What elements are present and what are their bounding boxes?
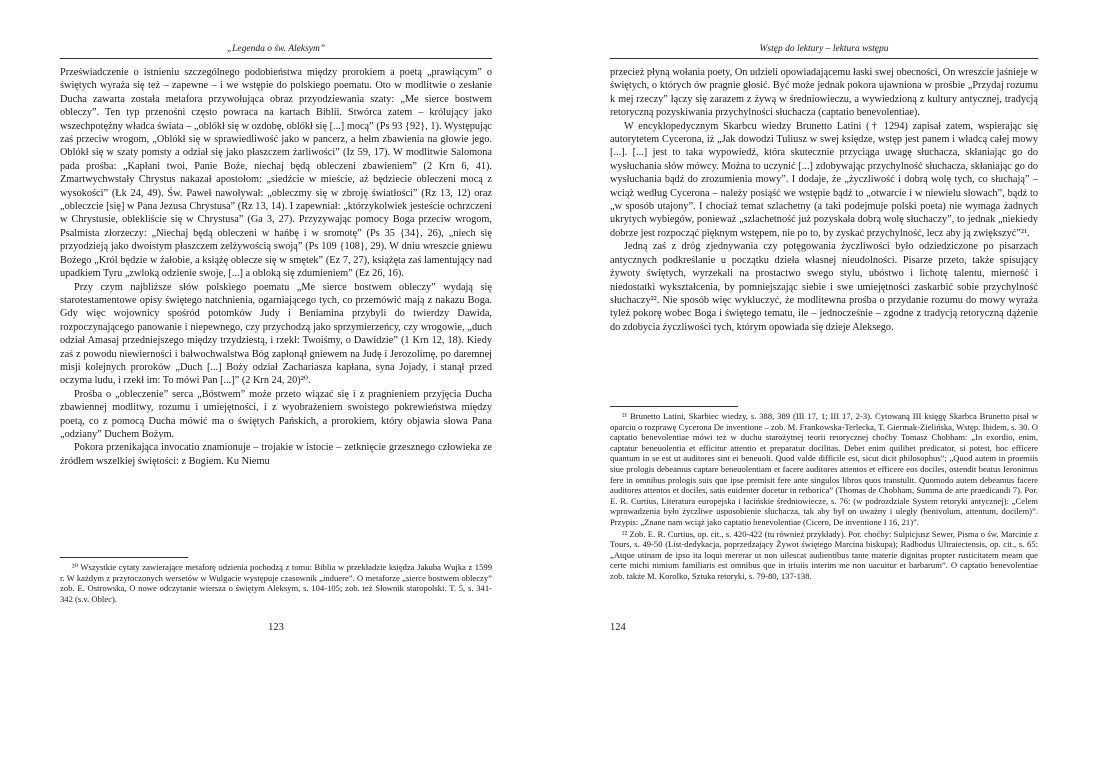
footnote: ²¹ Brunetto Latini, Skarbiec wiedzy, s. 388, 389 (III 17, 1; III 17, 2-3). Cytowaną III księgę Skarbca Brunetto pisał w oparciu o rozprawę Cycerona De inventione – zob. M. Frankowska-Terlecka, T. Giermak-Zielińska, Wstęp. Ibidem, s. 30. O captatio benevolentiae mówi też w duchu starożytnej teorii retorycznej choćby Tomasz Chobham: „In exordio, enim, captatur beneuolentia et efficitur attentio et preparatur docilitas. Debet enim quilibet predicator, si potest, hoc efficere quantum in se est ut auditores sint ei beneuoli. Quod valde difficile est, sicut dicit philosophus”; „Quod autem in proemiis siue prologis debeamus captare beneuolentiam et facere auditores attentos et efficere eos dociles, ostendit beatus Ieronimus fere in omnibus prologis suis que ipse premisit fere ante singulos libros quos transtulit. Quomodo autem debeamus facere auditores attentos et dociles, satis euidenter docetur in rethorica” (Thomas de Chobham, Summa de arte praedicandi 7). Por. E. R. Curtius, Literatura europejska i łacińskie średniowiecze, s. 76: (w podrozdziale System retoryki antycznej): „Celem wprowadzenia było życzliwe usposobienie słuchacza, tak aby był on uważny i uległy (benivolum, attentum, docilem)”. Przypis: „Znane nam wciąż jako captatio benevolentiae (Cicero, De inventione I 16, 21)”.: [610, 411, 1038, 527]
paragraph: W encyklopedycznym Skarbcu wiedzy Brunetto Latini († 1294) zapisał zatem, wspierając się autorytetem Cycerona, iż „Jak dowodzi Tuliusz w swej księdze, wstęp jest panem i władcą całej mowy [...]. [...] jest to taka wypowiedź, która skutecznie przyciąga uwagę słuchacza, skłaniając go do wysłuchania słów mówcy. Można to uczynić [...] zdobywając przychylność słuchacza, skłaniając go do wysłuchania bądź do zrozumienia mowy”. I dodaje, że „życzliwość i dobrą wolę tych, co słuchają” – wciąż według Cycerona – należy posiąść we wstępie bądź to „otwarcie i w niewielu słowach”, bądź to „w sposób utajony”. I chociaż temat szlachetny (a taki podejmuje polski poeta) nie wymaga żadnych ukrytych wybiegów, ponieważ „szlachetność już pozyskała dobrą wolę słuchaczy”, to jednak „niekiedy dobrze jest rozpocząć pięknym wstępem, nie po to, by zyskać przychylność, lecz aby ją zwiększyć”²¹.: [610, 120, 1038, 239]
paragraph: Jedną zaś z dróg zjednywania czy potęgowania życzliwości było odziedziczone po pisarzach antycznych podkreślanie u początku dzieła własnej nieudolności. Pisarze przeto, także spisujący żywoty świętych, wyrzekali na prostactwo swego stylu, ubóstwo i lichotę talentu, mierność i niedostatki wykształcenia, by pomniejszając siebie i swe umiejętności zaskarbić sobie przychylność słuchaczy²². Nie sposób więc wykluczyć, że modlitewna prośba o przydanie rozumu do mowy wyraża tyleż pokorę wobec Boga i świętego tematu, ile – jednocześnie – zgodne z tradycją retoryczną dążenie do zdobycia życzliwości tych, którym opowiada się dzieje Aleksego.: [610, 241, 1038, 333]
left-page: [60, 0, 492, 777]
body-text: [60, 66, 492, 468]
paragraph: Prośba o „obleczenie” serca „Bóstwem” może przeto wiązać się i z pragnieniem przyjęcia Ducha zbawiennej modlitwy, rozumu i umiejętności, i z wyobrażeniem swoistego pokrewieństwa między poetą, co z pomocą Ducha mówić ma o świętych Pańskich, a prorokiem, który objawia słowa Pana „odziany” Duchem Bożym.: [60, 388, 492, 440]
footnotes: [610, 411, 1038, 583]
footnote-rule: [60, 557, 188, 558]
paragraph: Pokora przenikająca invocatio znamionuje – trojakie w istocie – zetknięcie grzesznego człowieka ze źródłem wszelkiej świętości: z Bogiem. Ku Niemu: [60, 442, 492, 467]
paragraph: Przy czym najbliższe słów polskiego poematu „Me sierce bostwem obleczy” wydają się starotestamentowe opisy świętego natchnienia, ogarniającego tych, co przemówić mają z nakazu Boga. Gdy więc wojownicy spośród potomków Judy i Beniamina przybyli do twierdzy Dawida, rozpoczynającego panowanie i niepewnego, czy przychodzą jako sprzymierzeńcy, czy wrogowie, „duch odział Amasaj przedniejszego między trzydziestą, i rzekł: Twoiśmy, o Dawidzie” (1 Krn 12, 18). Kiedy zaś z powodu niewierności i bałwochwalstwa Bóg zapłonął gniewem na Judę i Jerozolimę, po daremnej misji kolejnych proroków „Duch [...] Boży odział Zachariasza kapłana, syna Jojady, i stanął przed oczyma ludu, i rzekł im: To mówi Pan [...]” (2 Krn 24, 20)²⁰.: [60, 281, 492, 387]
footnote-rule: [610, 406, 738, 407]
page-number: 123: [268, 622, 284, 633]
paragraph: przecież płyną wołania poety, On udzieli opowiadającemu łaski swej obecności, On wreszcie jaśnieje w świętych, o których ów pragnie głosić. Być może jednak pokora ujawniona w prośbie „Przydaj rozumu k mej rzeczy” łączy się zarazem z żywą w średniowieczu, a wywiedzioną z kultury antycznej, tradycją retoryczną pozyskiwania przychylności słuchacza (captatio benevolentiae).: [610, 67, 1038, 119]
running-header: „Legenda o św. Aleksym”: [226, 44, 326, 54]
running-header: Wstęp do lektury – lektura wstępu: [759, 44, 889, 54]
header-rule: [60, 58, 492, 59]
footnotes: [60, 562, 492, 605]
footnote: ²² Zob. E. R. Curtius, op. cit., s. 420-422 (tu również przykłady). Por. choćby: Sulpicjusz Sewer, Pisma o św. Marcinie z Tours, s. 49-50 (List-dedykacja, poprzedzający Żywot świętego Marcina biskupa); Radbodus Ultraiectensis, op. cit., s. 65: „Atque utinam de ipso ita loqui mererar ut non uilescat audientibus tante materie dignitas propter rusticitatem meam que certe michi nimium familiaris est omnibus que in triuiis interim me non uacuitur et barbarum”. O captatio benevolentiae zob. także M. Korolko, Sztuka retoryki, s. 79-80, 137-138.: [610, 528, 1038, 581]
footnote: ²⁰ Wszystkie cytaty zawierające metaforę odzienia pochodzą z tomu: Biblia w przekładzie księdza Jakuba Wujka z 1599 r. W każdym z przytoczonych wersetów w Wulgacie występuje czasownik „induere”. O metaforze „sierce bostwem obleczy” zob. E. Ostrowska, O nowe odczytanie wiersza o świętym Aleksym, s. 104-105; zob. też Słownik staropolski. T. 5, s. 341-342 (s.v. Oblec).: [60, 562, 492, 604]
header-rule: [610, 58, 1038, 59]
body-text: [610, 66, 1038, 334]
page-number: 124: [610, 622, 626, 633]
right-page: [610, 0, 1038, 777]
paragraph: Przeświadczenie o istnieniu szczególnego podobieństwa między prorokiem a poetą „prawiącym” o świętych wyraża się też – zapewne – i we wstępie do polskiego poematu. Oto w modlitwie o zesłanie Ducha zawarta została metafora przywołująca obraz przyodziewania szaty: „Me sierce bostwem obleczy”. Ten typ przenośni często powraca na kartach Biblii. Stwórca zatem – królujący jako wszechpotężny władca świata – „oblókł się w ozdobę, oblókł się [...] mocą” (Ps 93 {92}, 1). Występując zaś przeciw wrogom, „Oblókł się w sprawiedliwość jako w pancerz, a hełm zbawienia na głowie jego. Oblókł się w szaty pomsty a odział się jako płaszczem żarliwości” (Iz 59, 17). W modlitwie Salomona pada prośba: „Kapłani twoi, Panie Boże, niechaj będą obleczeni zbawieniem” (2 Krn 6, 41). Zmartwychwstały Chrystus nakazał apostołom: „siedźcie w mieście, aż będziecie obleczeni mocą z wysokości” (Łk 24, 49). Św. Paweł nawoływał: „obleczmy się w zbroję światłości” (Rz 13, 12) oraz „obleczcie [się] w Pana Jezusa Chrystusa” (Rz 13, 14). I zapewniał: „którzykolwiek jesteście ochrzczeni w Chrystusie, oblekliście się w Chrystusa” (Ga 3, 27). Przyzywając pomocy Boga przeciw wrogom, Psalmista złorzeczy: „Niechaj będą obleczeni w hańbę i w sromotę” (Ps 35 {34}, 26), „niech się przyodzieją jako dwoistym płaszczem zelżywością swoją” (Ps 109 {108}, 29). W dniu wreszcie gniewu Bożego „Król będzie w żałobie, a książę oblecze się w smętek” (Ez 7, 27), książęta zaś lamentujący nad upadkiem Tyru „zwloką odzienie swoje, [...] a obloką się zdumieniem” (Ez 26, 16).: [60, 67, 492, 280]
